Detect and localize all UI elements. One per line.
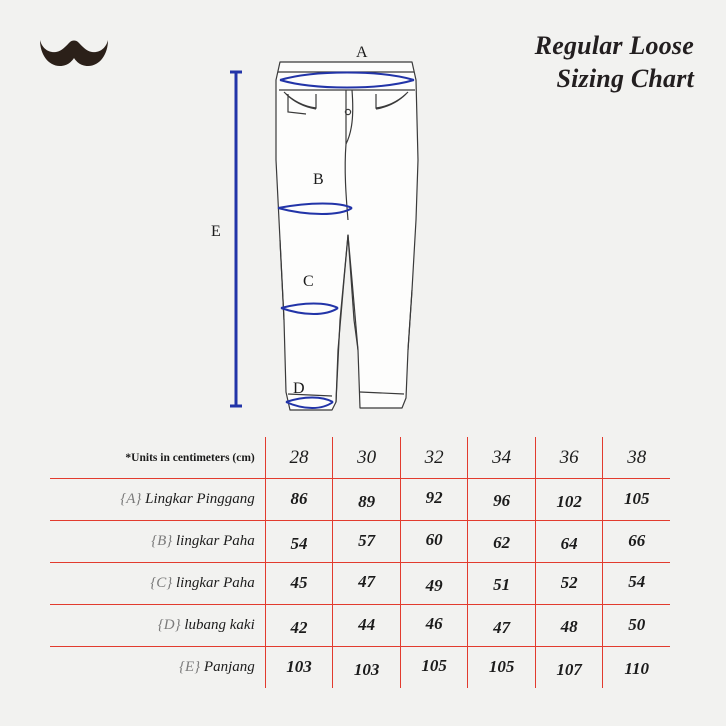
illustration-label-e: E	[211, 223, 221, 240]
size-column-header: 38	[603, 437, 670, 479]
title-line-1: Regular Loose	[534, 31, 694, 60]
row-label-text: Lingkar Pinggang	[145, 491, 255, 507]
size-column-header: 36	[535, 437, 603, 479]
row-tag: {D}	[157, 617, 181, 633]
table-row	[50, 479, 670, 521]
illustration-label-b: B	[313, 171, 324, 188]
cell-value: 57	[333, 521, 401, 563]
brand-logo	[38, 36, 110, 70]
cell-value: 47	[468, 605, 536, 647]
jeans-illustration	[180, 20, 540, 430]
cell-value: 110	[603, 647, 670, 689]
mustache-icon	[38, 36, 110, 70]
cell-value: 49	[400, 563, 468, 605]
cell-value: 44	[333, 605, 401, 647]
cell-value: 103	[333, 647, 401, 689]
title-line-2: Sizing Chart	[556, 63, 694, 93]
row-label-text: Panjang	[203, 659, 255, 675]
cell-value: 64	[535, 521, 603, 563]
row-tag: {E}	[179, 659, 201, 675]
sizing-table	[50, 437, 670, 688]
cell-value: 50	[603, 605, 670, 647]
cell-value: 105	[603, 479, 670, 521]
cell-value: 48	[535, 605, 603, 647]
cell-value: 105	[468, 647, 536, 689]
table-row	[50, 647, 670, 689]
row-label-text: lingkar Paha	[176, 533, 255, 549]
cell-value: 92	[400, 479, 468, 521]
illustration-label-c: C	[303, 273, 314, 290]
row-tag: {A}	[120, 491, 142, 507]
illustration-label-d: D	[293, 380, 305, 397]
cell-value: 46	[400, 605, 468, 647]
cell-value: 54	[603, 563, 670, 605]
row-label	[50, 605, 265, 647]
size-column-header: 34	[468, 437, 536, 479]
row-label	[50, 521, 265, 563]
cell-value: 60	[400, 521, 468, 563]
cell-value: 51	[468, 563, 536, 605]
page-title	[535, 30, 694, 95]
size-column-header: 32	[400, 437, 468, 479]
cell-value: 42	[265, 605, 333, 647]
cell-value: 102	[535, 479, 603, 521]
row-label-text: lingkar Paha	[176, 575, 255, 591]
table-row	[50, 605, 670, 647]
units-note: *Units in centimeters (cm)	[50, 437, 265, 479]
cell-value: 89	[333, 479, 401, 521]
size-column-header: 30	[333, 437, 401, 479]
cell-value: 62	[468, 521, 536, 563]
cell-value: 54	[265, 521, 333, 563]
row-label	[50, 647, 265, 689]
cell-value: 47	[333, 563, 401, 605]
size-column-header: 28	[265, 437, 333, 479]
illustration-label-a: A	[356, 44, 368, 61]
row-tag: {C}	[150, 575, 173, 591]
table-row	[50, 521, 670, 563]
table-row	[50, 563, 670, 605]
cell-value: 52	[535, 563, 603, 605]
sizing-table-container	[50, 437, 670, 688]
cell-value: 103	[265, 647, 333, 689]
jeans-technical-drawing	[180, 20, 540, 430]
cell-value: 45	[265, 563, 333, 605]
cell-value: 105	[400, 647, 468, 689]
cell-value: 86	[265, 479, 333, 521]
cell-value: 66	[603, 521, 670, 563]
row-label-text: lubang kaki	[184, 617, 255, 633]
row-label	[50, 479, 265, 521]
row-tag: {B}	[151, 533, 173, 549]
cell-value: 107	[535, 647, 603, 689]
table-header-row	[50, 437, 670, 479]
cell-value: 96	[468, 479, 536, 521]
row-label	[50, 563, 265, 605]
